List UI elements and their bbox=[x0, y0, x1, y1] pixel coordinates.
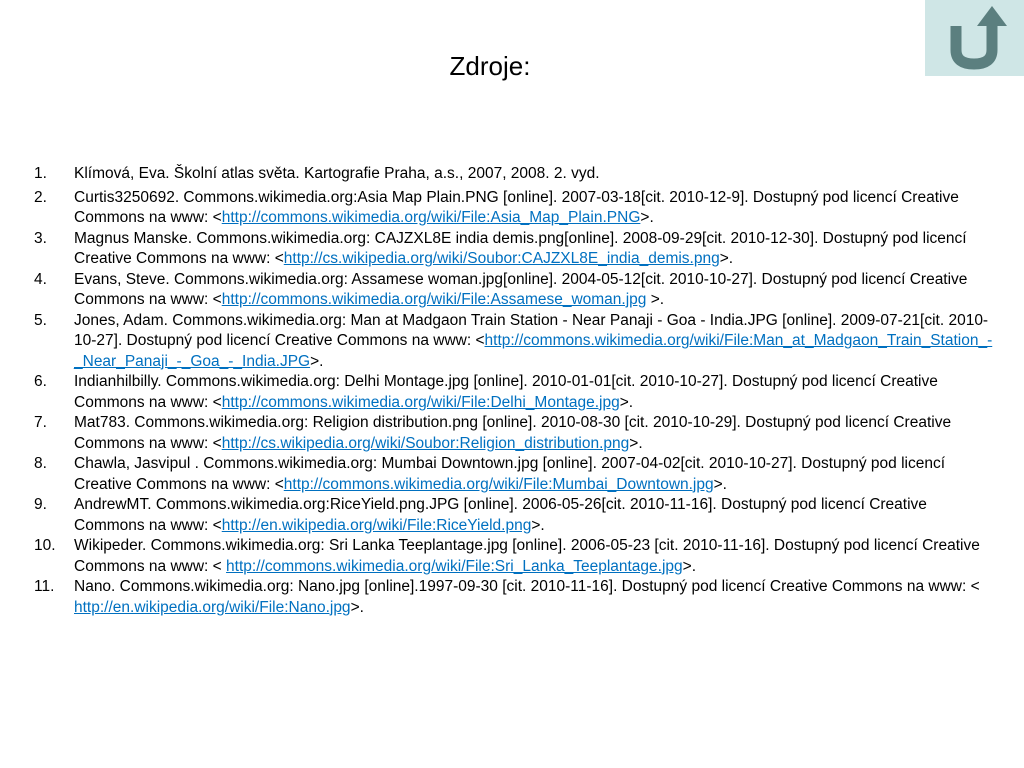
reference-number: 10. bbox=[34, 537, 56, 554]
reference-link[interactable]: http://en.wikipedia.org/wiki/File:Nano.jpg bbox=[74, 598, 351, 616]
reference-item: 4. Evans, Steve. Commons.wikimedia.org: Assamese woman.jpg[online]. 2004-05-12[cit. 2010-10-27]. Dostupný pod licencí Creative Commons na www: <http://commons.wikimedia.org/wiki/File:Assamese_woman.jpg >. bbox=[34, 270, 968, 308]
references-list bbox=[34, 164, 994, 618]
reference-number: 5. bbox=[34, 311, 47, 329]
reference-item: 9. AndrewMT. Commons.wikimedia.org:RiceYield.png.JPG [online]. 2006-05-26[cit. 2010-11-16]. Dostupný pod licencí Creative Commons na www: <http://en.wikipedia.org/wiki/File:RiceYield.png>. bbox=[34, 496, 927, 534]
reference-number: 7. bbox=[34, 414, 47, 431]
reference-text: Magnus Manske. Commons.wikimedia.org: CAJZXL8E india demis.png[online]. 2008-09-29[cit. 2010-12-30]. Dostupný pod licencí Creative Commons na www: bbox=[74, 229, 967, 267]
reference-link[interactable]: http://commons.wikimedia.org/wiki/File:Sri_Lanka_Teeplantage.jpg bbox=[226, 557, 683, 575]
reference-link[interactable]: http://commons.wikimedia.org/wiki/File:Delhi_Montage.jpg bbox=[221, 393, 620, 411]
reference-item: 3. Magnus Manske. Commons.wikimedia.org: CAJZXL8E india demis.png[online]. 2008-09-29[cit. 2010-12-30]. Dostupný pod licencí Creative Commons na www: <http://cs.wikipedia.org/wiki/Soubor:CAJZXL8E_india_demis.png>. bbox=[34, 229, 967, 267]
reference-text: Indianhilbilly. Commons.wikimedia.org: Delhi Montage.jpg [online]. 2010-01-01[cit. 2010-10-27]. Dostupný pod licencí Creative Commons na www: bbox=[74, 373, 938, 411]
page-title: Zdroje: bbox=[449, 51, 531, 81]
reference-text: Chawla, Jasvipul . Commons.wikimedia.org: Mumbai Downtown.jpg [online]. 2007-04-02[cit. 2010-10-27]. Dostupný pod licencí Creative Commons na www: bbox=[74, 455, 946, 493]
reference-link[interactable]: http://commons.wikimedia.org/wiki/File:Assamese_woman.jpg bbox=[221, 291, 647, 308]
reference-text: Klímová, Eva. Školní atlas světa. Kartografie Praha, a.s., 2007, 2008. 2. vyd. bbox=[74, 165, 600, 182]
reference-number: 4. bbox=[34, 270, 47, 288]
reference-number: 9. bbox=[34, 496, 47, 513]
reference-item: 2. Curtis3250692. Commons.wikimedia.org:Asia Map Plain.PNG [online]. 2007-03-18[cit. 2010-12-9]. Dostupný pod licencí Creative Commons na www: <http://commons.wikimedia.org/wiki/File:Asia_Map_Plain.PNG>. bbox=[34, 188, 959, 226]
reference-text: Mat783. Commons.wikimedia.org: Religion distribution.png [online]. 2010-08-30 [cit. 2010-10-29]. Dostupný pod licencí Creative Commons na www: bbox=[74, 414, 952, 452]
reference-item: 11. Nano. Commons.wikimedia.org: Nano.jpg [online].1997-09-30 [cit. 2010-11-16]. Dostupný pod licencí Creative Commons na www: < http://en.wikipedia.org/wiki/File:Nano.jpg>. bbox=[34, 578, 980, 616]
reference-item bbox=[34, 164, 994, 185]
return-button[interactable] bbox=[925, 0, 1024, 76]
reference-text: AndrewMT. Commons.wikimedia.org:RiceYield.png.JPG [online]. 2006-05-26[cit. 2010-11-16]. Dostupný pod licencí Creative Commons na www: bbox=[74, 496, 927, 534]
reference-item: 8. Chawla, Jasvipul . Commons.wikimedia.org: Mumbai Downtown.jpg [online]. 2007-04-02[cit. 2010-10-27]. Dostupný pod licencí Creative Commons na www: <http://commons.wikimedia.org/wiki/File:Mumbai_Downtown.jpg>. bbox=[34, 455, 946, 493]
reference-number: 3. bbox=[34, 229, 47, 247]
reference-link[interactable]: http://cs.wikipedia.org/wiki/Soubor:Religion_distribution.png bbox=[221, 434, 630, 452]
reference-number: 11. bbox=[34, 578, 55, 595]
reference-item: 5. Jones, Adam. Commons.wikimedia.org: Man at Madgaon Train Station - Near Panaji - Goa - India.JPG [online]. 2009-07-21[cit. 2010-10-27]. Dostupný pod licencí Creative Commons na www: <http://commons.wikimedia.org/wiki/File:Man_at_Madgaon_Train_Station_-_Near_Panaji_-_Goa_-_India.JPG>. bbox=[34, 311, 993, 370]
return-arrow-icon bbox=[925, 0, 1024, 76]
reference-number: 2. bbox=[34, 188, 47, 206]
reference-text: Evans, Steve. Commons.wikimedia.org: Assamese woman.jpg[online]. 2004-05-12[cit. 2010-10-27]. Dostupný pod licencí Creative Commons na www: bbox=[74, 270, 968, 308]
reference-text: Nano. Commons.wikimedia.org: Nano.jpg [online].1997-09-30 [cit. 2010-11-16]. Dostupný pod licencí Creative Commons na www: bbox=[74, 578, 967, 595]
reference-number: 8. bbox=[34, 455, 47, 472]
reference-item: 10. Wikipeder. Commons.wikimedia.org: Sri Lanka Teeplantage.jpg [online]. 2006-05-23 [cit. 2010-11-16]. Dostupný pod licencí Creative Commons na www: < http://commons.wikimedia.org/wiki/File:Sri_Lanka_Teeplantage.jpg>. bbox=[34, 537, 980, 575]
reference-item: 6. Indianhilbilly. Commons.wikimedia.org: Delhi Montage.jpg [online]. 2010-01-01[cit. 2010-10-27]. Dostupný pod licencí Creative Commons na www: <http://commons.wikimedia.org/wiki/File:Delhi_Montage.jpg>. bbox=[34, 373, 938, 411]
reference-item: 7. Mat783. Commons.wikimedia.org: Religion distribution.png [online]. 2010-08-30 [cit. 2010-10-29]. Dostupný pod licencí Creative Commons na www: <http://cs.wikipedia.org/wiki/Soubor:Religion_distribution.png>. bbox=[34, 414, 952, 452]
reference-text: Wikipeder. Commons.wikimedia.org: Sri Lanka Teeplantage.jpg [online]. 2006-05-23 [cit. 2010-11-16]. Dostupný pod licencí Creative Commons na www: bbox=[74, 537, 980, 575]
reference-number: 1. bbox=[34, 165, 47, 182]
reference-link[interactable]: http://commons.wikimedia.org/wiki/File:Mumbai_Downtown.jpg bbox=[283, 475, 714, 493]
reference-link[interactable]: http://commons.wikimedia.org/wiki/File:Asia_Map_Plain.PNG bbox=[221, 209, 641, 226]
reference-text: Jones, Adam. Commons.wikimedia.org: Man at Madgaon Train Station - Near Panaji - Goa - India.JPG [online]. 2009-07-21[cit. 2010-10-27]. Dostupný pod licencí Creative Commons na www: bbox=[74, 311, 989, 349]
reference-text: Curtis3250692. Commons.wikimedia.org:Asia Map Plain.PNG [online]. 2007-03-18[cit. 2010-12-9]. Dostupný pod licencí Creative Commons na www: bbox=[74, 188, 959, 226]
reference-link[interactable]: http://en.wikipedia.org/wiki/File:RiceYield.png bbox=[221, 516, 532, 534]
reference-link[interactable]: http://commons.wikimedia.org/wiki/File:Man_at_Madgaon_Train_Station_-_Near_Panaji_-_Goa_-_India.JPG bbox=[74, 332, 993, 370]
reference-number: 6. bbox=[34, 373, 47, 390]
reference-link[interactable]: http://cs.wikipedia.org/wiki/Soubor:CAJZXL8E_india_demis.png bbox=[283, 250, 720, 267]
